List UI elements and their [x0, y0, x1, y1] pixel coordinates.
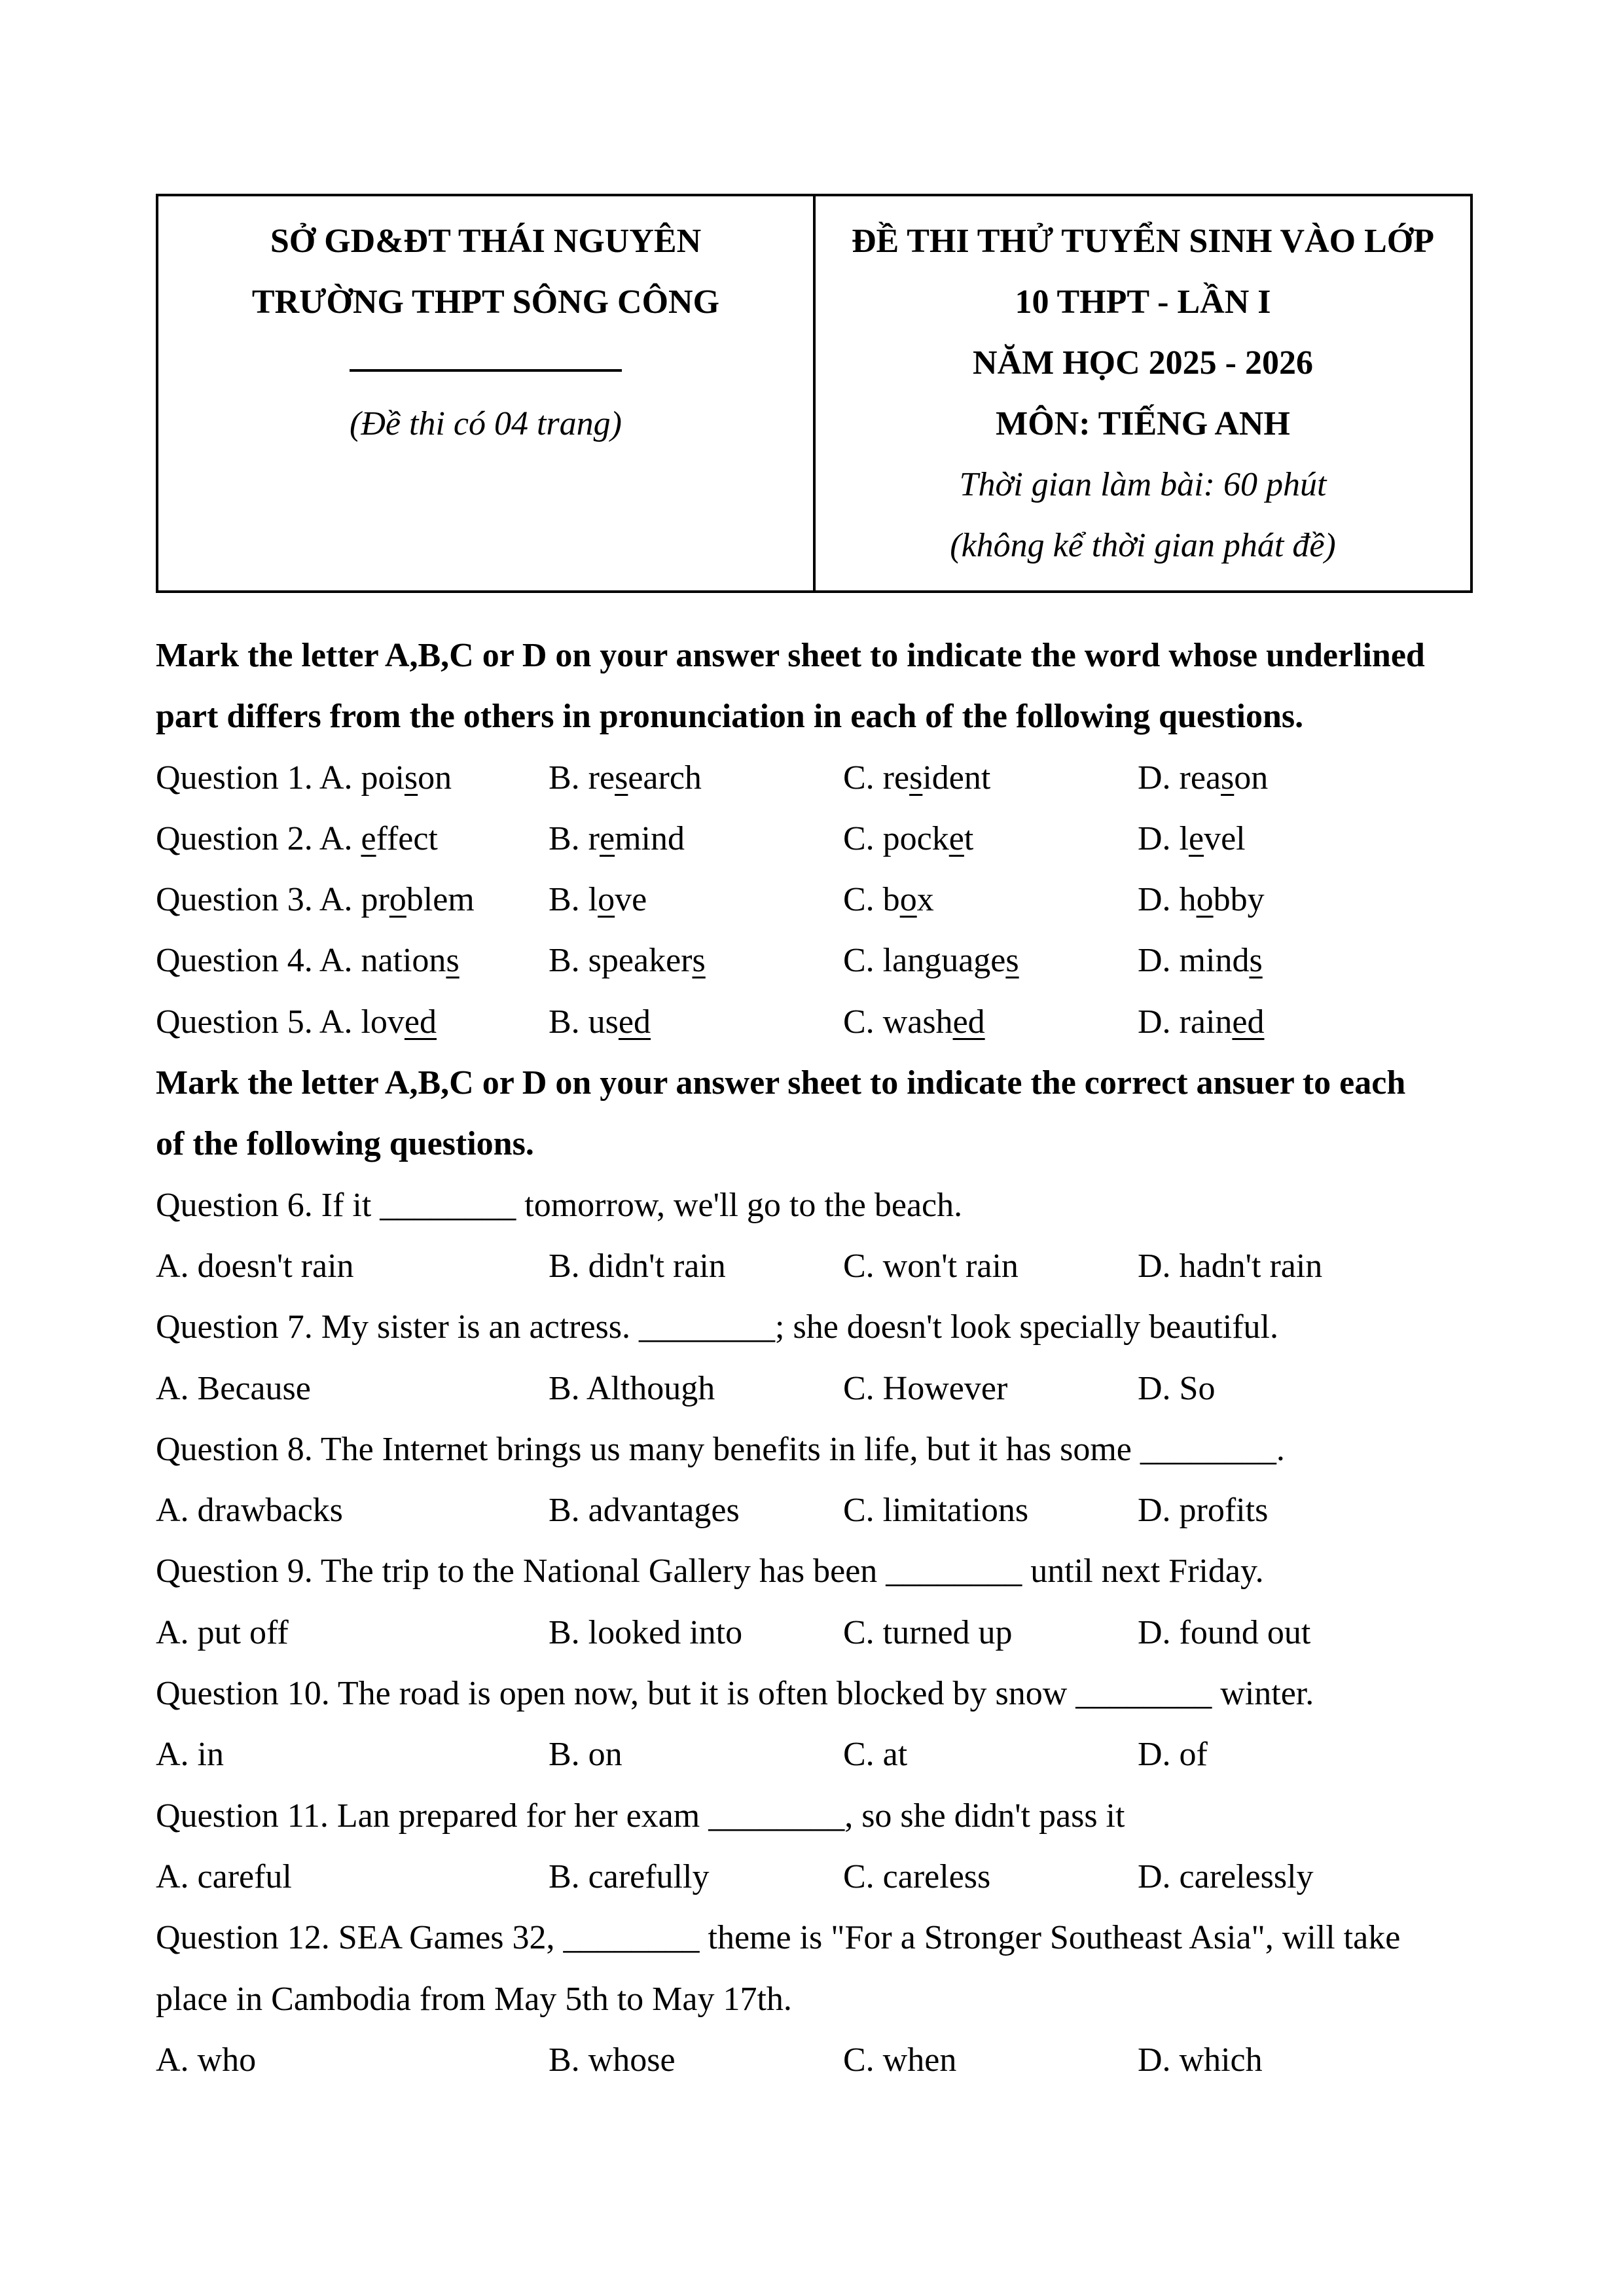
question-stem: Question 10. The road is open now, but it is often blocked by snow ________ winter.: [156, 1675, 1314, 1713]
underlined-part: s: [1249, 942, 1263, 980]
options-row: [156, 1236, 1473, 1297]
answer-option[interactable]: Question 2. A. effect: [156, 819, 438, 857]
underlined-part: e: [361, 819, 376, 857]
section1-instruction: Mark the letter A,B,C or D on your answer sheet to indicate the word whose underlined: [156, 637, 1425, 674]
answer-option[interactable]: Question 3. A. problem: [156, 881, 475, 919]
page-count-note: (Đề thi có 04 trang): [350, 405, 622, 442]
header-right: [816, 196, 1470, 590]
underlined-part: ed: [1232, 1003, 1265, 1041]
answer-option[interactable]: B. didn't rain: [549, 1247, 726, 1285]
underlined-part: o: [1196, 881, 1214, 919]
answer-option[interactable]: D. hobby: [1138, 881, 1265, 919]
answer-option[interactable]: A. Because: [156, 1369, 311, 1407]
options-row: [156, 1358, 1473, 1419]
answer-option[interactable]: B. Although: [549, 1369, 715, 1407]
answer-option[interactable]: Question 4. A. nations: [156, 942, 460, 980]
answer-option[interactable]: B. looked into: [549, 1613, 743, 1651]
underlined-part: e: [600, 819, 615, 857]
exam-title-line1: ĐỀ THI THỬ TUYỂN SINH VÀO LỚP: [852, 223, 1434, 260]
answer-option[interactable]: D. So: [1138, 1369, 1216, 1407]
options-row: [156, 1602, 1473, 1663]
options-row: [156, 1846, 1473, 1907]
underlined-part: s: [446, 942, 460, 980]
answer-option[interactable]: D. hadn't rain: [1138, 1247, 1323, 1285]
question-row: [156, 992, 1473, 1052]
question-row: [156, 808, 1473, 869]
underlined-part: o: [389, 881, 406, 919]
section2-instruction: Mark the letter A,B,C or D on your answer sheet to indicate the correct ansuer to each: [156, 1064, 1406, 1102]
department-name: SỞ GD&ĐT THÁI NGUYÊN: [270, 223, 702, 260]
answer-option[interactable]: B. research: [549, 759, 702, 797]
answer-option[interactable]: B. advantages: [549, 1492, 740, 1530]
answer-option[interactable]: D. found out: [1138, 1613, 1311, 1651]
answer-option[interactable]: B. remind: [549, 819, 685, 857]
answer-option[interactable]: C. box: [843, 881, 934, 919]
exam-header-box: [156, 194, 1473, 593]
answer-option[interactable]: D. carelessly: [1138, 1857, 1314, 1895]
time-limit: Thời gian làm bài: 60 phút: [959, 466, 1327, 503]
underlined-part: o: [899, 881, 917, 919]
underlined-part: ed: [618, 1003, 651, 1041]
answer-option[interactable]: C. languages: [843, 942, 1019, 980]
underlined-part: e: [948, 819, 964, 857]
question-stem: place in Cambodia from May 5th to May 17th.: [156, 1980, 792, 2018]
answer-option[interactable]: D. which: [1138, 2041, 1263, 2079]
answer-option[interactable]: A. careful: [156, 1857, 292, 1895]
answer-option[interactable]: D. of: [1138, 1736, 1208, 1774]
section2-instruction: of the following questions.: [156, 1125, 534, 1163]
answer-option[interactable]: B. whose: [549, 2041, 676, 2079]
answer-option[interactable]: A. drawbacks: [156, 1492, 343, 1530]
question-label: Question 3.: [156, 881, 319, 919]
question-stem: Question 8. The Internet brings us many benefits in life, but it has some ________.: [156, 1430, 1285, 1468]
header-left: [158, 196, 816, 590]
header-divider: [350, 369, 622, 372]
question-stem: Question 12. SEA Games 32, ________ theme is "For a Stronger Southeast Asia", will take: [156, 1919, 1401, 1957]
subject: MÔN: TIẾNG ANH: [996, 405, 1290, 442]
answer-option[interactable]: B. love: [549, 881, 647, 919]
school-name: TRƯỜNG THPT SÔNG CÔNG: [251, 283, 720, 321]
question-row: [156, 869, 1473, 930]
underlined-part: s: [1005, 942, 1019, 980]
underlined-part: s: [615, 759, 628, 797]
answer-option[interactable]: D. reason: [1138, 759, 1269, 797]
question-row: [156, 747, 1473, 808]
question-stem: Question 11. Lan prepared for her exam ________, so she didn't pass it: [156, 1797, 1125, 1835]
question-label: Question 2.: [156, 819, 319, 857]
answer-option[interactable]: A. in: [156, 1736, 224, 1774]
question-stem: Question 7. My sister is an actress. ________; she doesn't look specially beautiful.: [156, 1308, 1278, 1346]
answer-option[interactable]: C. turned up: [843, 1613, 1013, 1651]
answer-option[interactable]: C. washed: [843, 1003, 985, 1041]
underlined-part: s: [909, 759, 923, 797]
exam-title-line2: 10 THPT - LẦN I: [1015, 283, 1271, 321]
time-note: (không kể thời gian phát đề): [950, 527, 1336, 564]
answer-option[interactable]: C. won't rain: [843, 1247, 1019, 1285]
question-row: [156, 930, 1473, 991]
underlined-part: ed: [404, 1003, 437, 1041]
question-label: Question 4.: [156, 942, 319, 980]
options-row: [156, 1724, 1473, 1785]
answer-option[interactable]: D. level: [1138, 819, 1246, 857]
answer-option[interactable]: A. who: [156, 2041, 257, 2079]
section1-instruction: part differs from the others in pronunciation in each of the following questions.: [156, 698, 1304, 736]
answer-option[interactable]: D. profits: [1138, 1492, 1269, 1530]
answer-option[interactable]: B. carefully: [549, 1857, 710, 1895]
underlined-part: ed: [952, 1003, 985, 1041]
answer-option[interactable]: B. on: [549, 1736, 623, 1774]
answer-option[interactable]: A. put off: [156, 1613, 289, 1651]
answer-option[interactable]: D. rained: [1138, 1003, 1265, 1041]
options-row: [156, 1480, 1473, 1541]
underlined-part: e: [1189, 819, 1204, 857]
question-stem: Question 6. If it ________ tomorrow, we'll go to the beach.: [156, 1186, 963, 1224]
question-label: Question 1.: [156, 759, 319, 797]
underlined-part: s: [404, 759, 418, 797]
answer-option[interactable]: Question 1. A. poison: [156, 759, 452, 797]
underlined-part: o: [598, 881, 615, 919]
answer-option[interactable]: C. when: [843, 2041, 957, 2079]
answer-option[interactable]: C. resident: [843, 759, 991, 797]
answer-option[interactable]: D. minds: [1138, 942, 1263, 980]
answer-option[interactable]: B. used: [549, 1003, 651, 1041]
answer-option[interactable]: C. limitations: [843, 1492, 1029, 1530]
underlined-part: s: [1221, 759, 1235, 797]
exam-content: [156, 625, 1473, 2090]
answer-option[interactable]: Question 5. A. loved: [156, 1003, 437, 1041]
underlined-part: s: [692, 942, 706, 980]
question-stem: Question 9. The trip to the National Gallery has been ________ until next Friday.: [156, 1552, 1264, 1590]
answer-option[interactable]: C. However: [843, 1369, 1008, 1407]
answer-option[interactable]: C. at: [843, 1736, 908, 1774]
school-year: NĂM HỌC 2025 - 2026: [973, 344, 1313, 382]
answer-option[interactable]: C. pocket: [843, 819, 974, 857]
answer-option[interactable]: B. speakers: [549, 942, 706, 980]
answer-option[interactable]: C. careless: [843, 1857, 991, 1895]
options-row: [156, 2030, 1473, 2090]
question-label: Question 5.: [156, 1003, 319, 1041]
answer-option[interactable]: A. doesn't rain: [156, 1247, 354, 1285]
